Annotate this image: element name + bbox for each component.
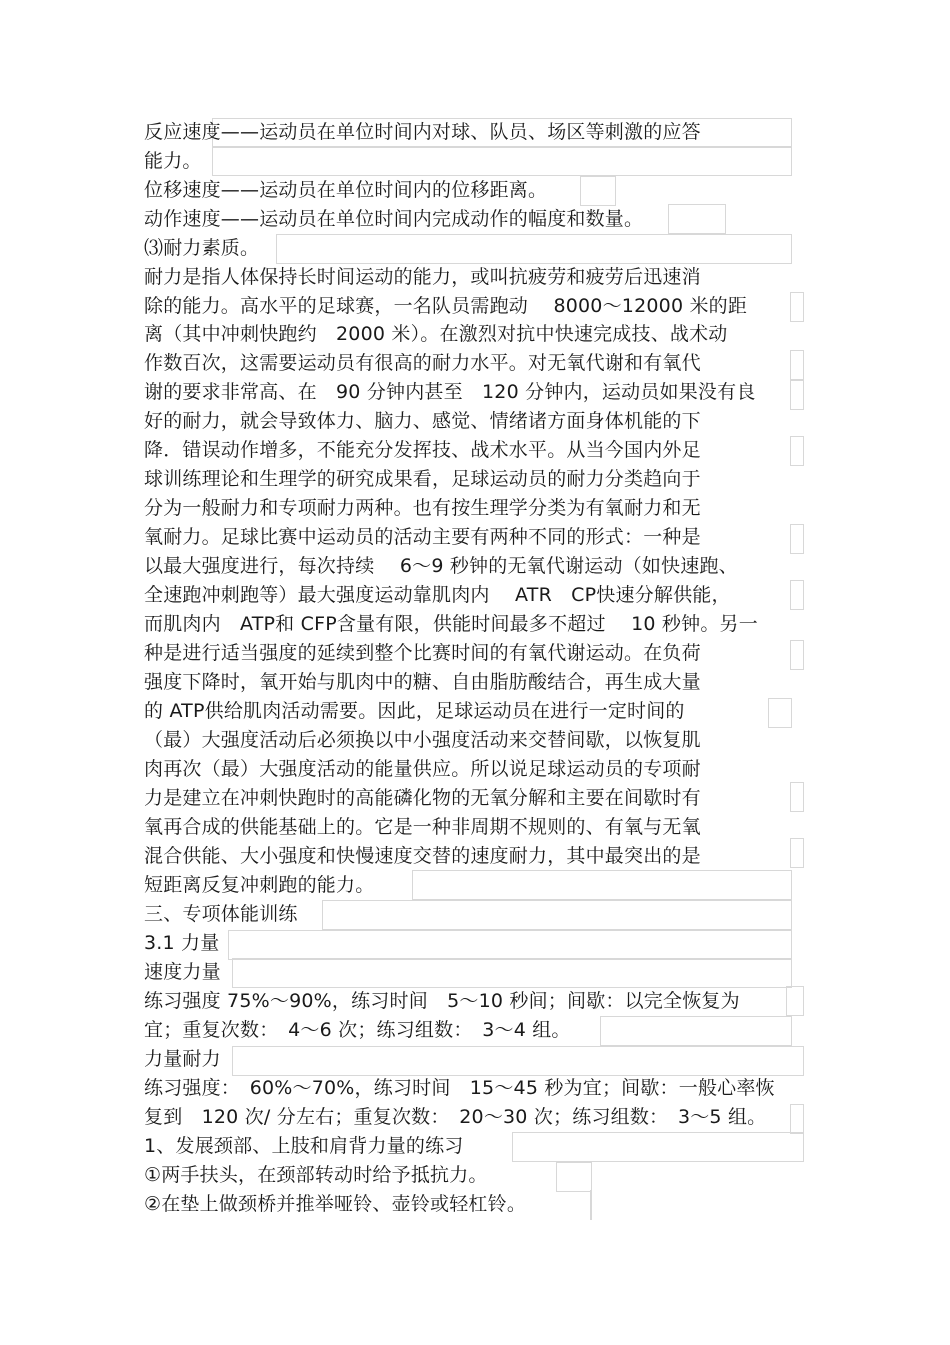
text-line: 耐力是指人体保持长时间运动的能力，或叫抗疲劳和疲劳后迅速消	[144, 266, 701, 288]
text-line: 位移速度——运动员在单位时间内的位移距离。	[144, 179, 548, 201]
text-line: 速度力量	[144, 961, 221, 983]
line-frame	[228, 930, 792, 960]
text-line: 力是建立在冲刺快跑时的高能磷化物的无氧分解和主要在间歇时有	[144, 787, 701, 809]
text-line: 球训练理论和生理学的研究成果看，足球运动员的耐力分类趋向于	[144, 468, 701, 490]
text-line: 离（其中冲刺快跑约 2000 米）。在激烈对抗中快速完成技、战术动	[144, 323, 728, 345]
line-frame	[590, 1190, 592, 1220]
text-line: 除的能力。高水平的足球赛，一名队员需跑动 8000～12000 米的距	[144, 295, 748, 317]
line-frame	[232, 958, 792, 988]
text-line: 练习强度： 60%～70%，练习时间 15～45 秒为宜；间歇：一般心率恢	[144, 1077, 775, 1099]
text-line: 复到 120 次/ 分左右；重复次数： 20～30 次；练习组数： 3～5 组。	[144, 1106, 767, 1128]
text-line: ②在垫上做颈桥并推举哑铃、壶铃或轻杠铃。	[144, 1193, 527, 1215]
line-frame	[790, 782, 804, 812]
line-frame	[276, 234, 792, 264]
line-frame	[212, 146, 792, 176]
text-line: 种是进行适当强度的延续到整个比赛时间的有氧代谢运动。在负荷	[144, 642, 701, 664]
text-line: 力量耐力	[144, 1048, 221, 1070]
text-line: 氧再合成的供能基础上的。它是一种非周期不规则的、有氧与无氧	[144, 816, 701, 838]
text-line: 1、发展颈部、上肢和肩背力量的练习	[144, 1135, 464, 1157]
text-line: 短距离反复冲刺跑的能力。	[144, 874, 375, 896]
section-heading: 三、专项体能训练	[144, 903, 298, 925]
text-line: 而肌肉内 ATP和 CFP含量有限，供能时间最多不超过 10 秒钟。另一	[144, 613, 758, 635]
text-line: 降．错误动作增多，不能充分发挥技、战术水平。从当今国内外足	[144, 439, 701, 461]
line-frame	[668, 204, 726, 234]
text-line: 反应速度——运动员在单位时间内对球、队员、场区等刺激的应答	[144, 121, 701, 143]
text-line: ①两手扶头，在颈部转动时给予抵抗力。	[144, 1164, 488, 1186]
text-line: 动作速度——运动员在单位时间内完成动作的幅度和数量。	[144, 208, 644, 230]
line-frame	[768, 698, 792, 728]
line-frame	[790, 640, 804, 670]
text-line: 氧耐力。足球比赛中运动员的活动主要有两种不同的形式：一种是	[144, 526, 701, 548]
text-line: 以最大强度进行，每次持续 6～9 秒钟的无氧代谢运动（如快速跑、	[144, 555, 738, 577]
line-frame	[600, 1016, 792, 1046]
line-frame	[412, 870, 792, 900]
line-frame	[512, 1132, 804, 1162]
line-frame	[790, 524, 804, 554]
line-frame	[786, 986, 804, 1016]
text-line: 肉再次（最）大强度活动的能量供应。所以说足球运动员的专项耐	[144, 758, 701, 780]
text-line: 能力。	[144, 150, 202, 172]
line-frame	[790, 436, 804, 466]
subsection-heading: 3.1 力量	[144, 932, 220, 954]
line-frame	[790, 350, 804, 380]
line-frame	[790, 838, 804, 868]
line-frame	[232, 1046, 804, 1076]
text-line: 作数百次，这需要运动员有很高的耐力水平。对无氧代谢和有氧代	[144, 352, 701, 374]
text-line: （最）大强度活动后必须换以中小强度活动来交替间歇，以恢复肌	[144, 729, 701, 751]
line-frame	[790, 292, 804, 322]
text-line: 宜；重复次数： 4～6 次；练习组数： 3～4 组。	[144, 1019, 571, 1041]
line-frame	[580, 176, 616, 206]
text-line: ⑶耐力素质。	[144, 237, 260, 259]
line-frame	[556, 1162, 592, 1192]
text-line: 练习强度 75%～90%，练习时间 5～10 秒间；间歇：以完全恢复为	[144, 990, 740, 1012]
text-line: 强度下降时，氧开始与肌肉中的糖、自由脂肪酸结合，再生成大量	[144, 671, 701, 693]
line-frame	[790, 580, 804, 610]
text-line: 分为一般耐力和专项耐力两种。也有按生理学分类为有氧耐力和无	[144, 497, 701, 519]
line-frame	[790, 1104, 804, 1134]
text-line: 全速跑冲刺跑等）最大强度运动靠肌肉内 ATR CP快速分解供能，	[144, 584, 731, 606]
text-line: 好的耐力，就会导致体力、脑力、感觉、情绪诸方面身体机能的下	[144, 410, 701, 432]
text-line: 混合供能、大小强度和快慢速度交替的速度耐力，其中最突出的是	[144, 845, 701, 867]
line-frame	[790, 380, 804, 410]
text-line: 的 ATP供给肌肉活动需要。因此，足球运动员在进行一定时间的	[144, 700, 685, 722]
text-line: 谢的要求非常高、在 90 分钟内甚至 120 分钟内，运动员如果没有良	[144, 381, 756, 403]
line-frame	[322, 900, 792, 930]
